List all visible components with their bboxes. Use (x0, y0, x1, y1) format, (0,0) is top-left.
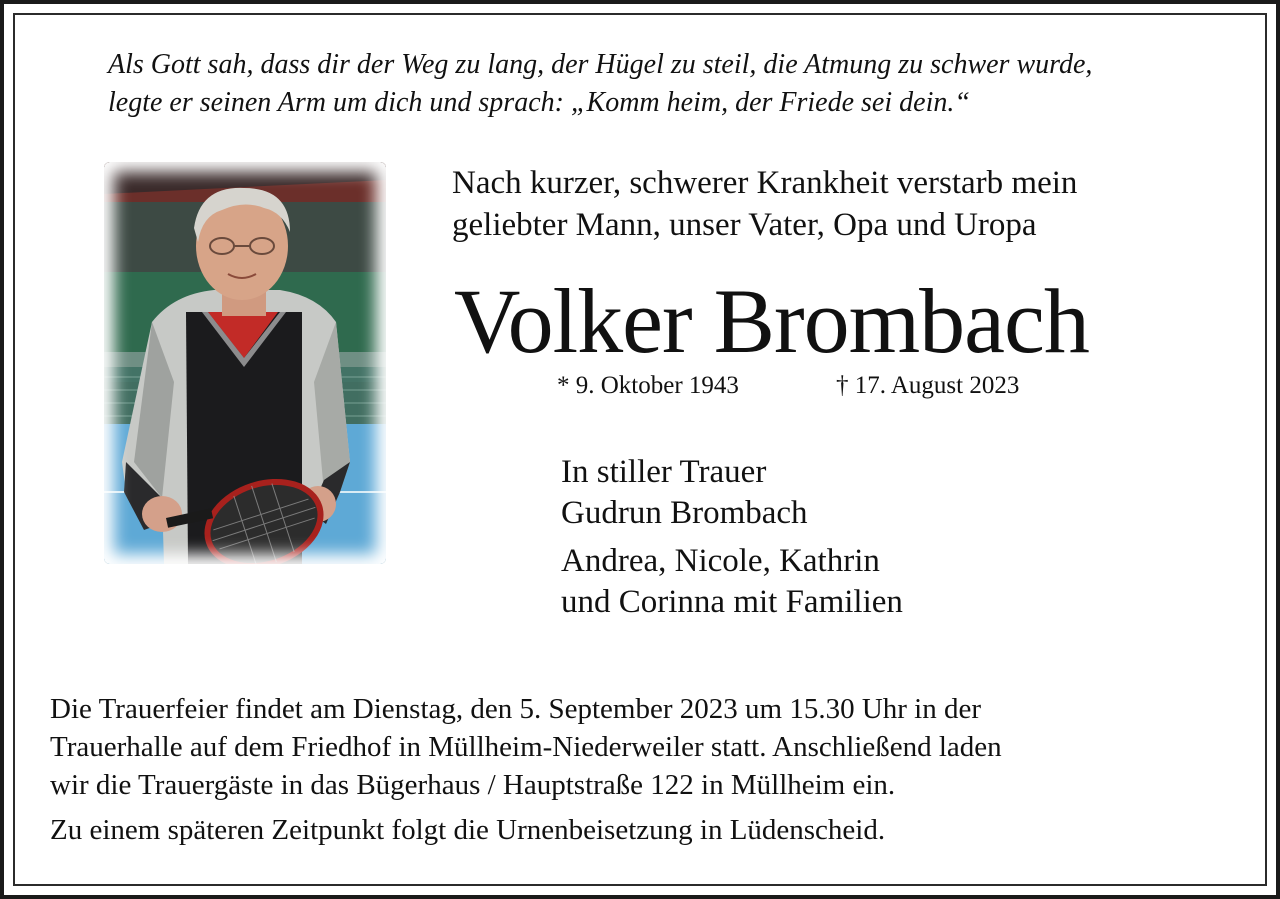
funeral-info (50, 690, 1260, 849)
death-date: † 17. August 2023 (836, 372, 1020, 399)
intro-line: Nach kurzer, schwerer Krankheit verstarb mein (452, 165, 1078, 201)
intro-text (452, 162, 1077, 246)
children-names: Andrea, Nicole, Kathrin (561, 543, 880, 579)
quote-line: legte er seinen Arm um dich und sprach: „Komm heim, der Friede sei dein.“ (108, 87, 970, 118)
quote-line: Als Gott sah, dass dir der Weg zu lang, der Hügel zu steil, die Atmung zu schwer wurde, (108, 49, 1093, 80)
portrait-photo (104, 162, 386, 564)
mourners-block (561, 452, 903, 623)
funeral-line: wir die Trauergäste in das Bügerhaus / Hauptstraße 122 in Müllheim ein. (50, 769, 896, 801)
funeral-line: Trauerhalle auf dem Friedhof in Müllheim-Niederweiler statt. Anschließend laden (50, 731, 1002, 763)
mourning-heading: In stiller Trauer (561, 454, 767, 490)
quote-block (108, 46, 1248, 122)
deceased-name: Volker Brombach (454, 270, 1089, 372)
children-names: und Corinna mit Familien (561, 584, 903, 620)
portrait-photo-icon (104, 162, 386, 564)
birth-date: * 9. Oktober 1943 (557, 372, 739, 399)
intro-line: geliebter Mann, unser Vater, Opa und Uropa (452, 207, 1037, 243)
funeral-line: Die Trauerfeier findet am Dienstag, den 5. September 2023 um 15.30 Uhr in der (50, 693, 982, 725)
spouse-name: Gudrun Brombach (561, 495, 808, 531)
burial-line: Zu einem späteren Zeitpunkt folgt die Urnenbeisetzung in Lüdenscheid. (50, 814, 886, 846)
